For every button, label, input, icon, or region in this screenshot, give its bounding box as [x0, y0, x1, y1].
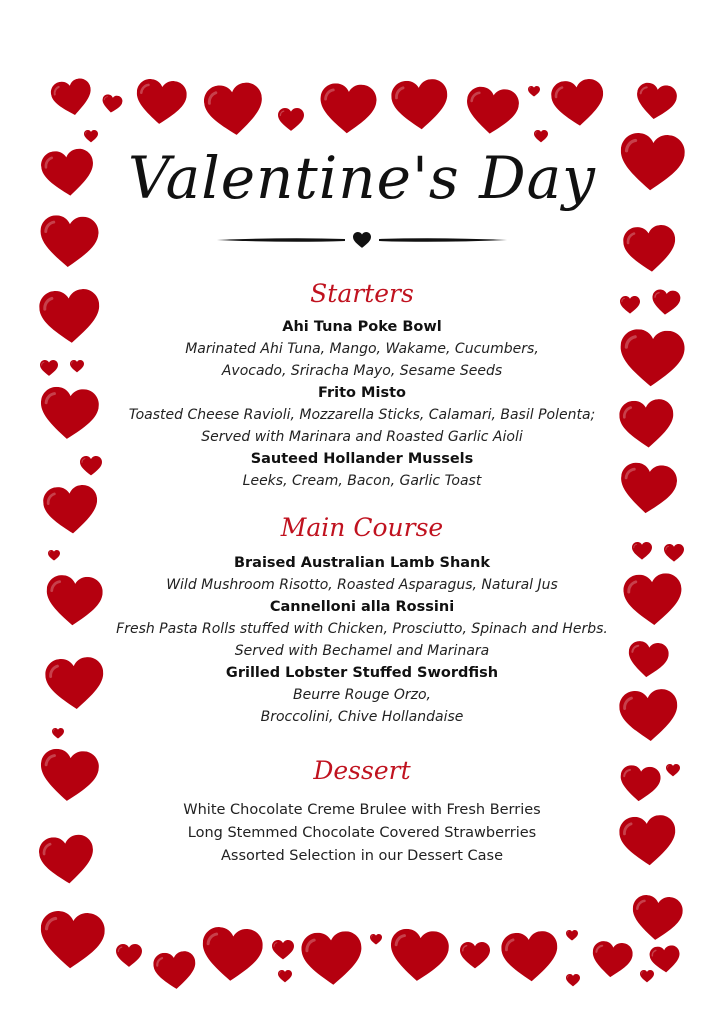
heart-icon: [278, 970, 292, 983]
heart-icon: [200, 926, 264, 984]
dessert-item: White Chocolate Creme Brulee with Fresh Berries: [183, 802, 541, 818]
heart-icon: [622, 224, 678, 275]
page-title: Valentine's Day: [128, 144, 596, 212]
main-item-desc: Wild Mushroom Risotto, Roasted Asparagus, Natural Jus: [166, 577, 558, 593]
main-item-name: Cannelloni alla Rossini: [269, 599, 455, 615]
starter-item-desc: Marinated Ahi Tuna, Mango, Wakame, Cucumbers,: [185, 341, 539, 357]
heart-icon: [301, 930, 364, 987]
dessert-item: Long Stemmed Chocolate Covered Strawberries: [187, 825, 537, 841]
main-item-name: Grilled Lobster Stuffed Swordfish: [225, 665, 499, 681]
main-item-desc: Served with Bechamel and Marinara: [234, 643, 490, 659]
heart-icon: [38, 910, 106, 972]
heart-icon: [634, 81, 679, 122]
starter-item-desc: Toasted Cheese Ravioli, Mozzarella Sticks, Calamari, Basil Polenta;: [128, 407, 596, 423]
dessert-item: Assorted Selection in our Dessert Case: [220, 848, 504, 864]
heart-icon: [52, 728, 64, 739]
heart-icon: [272, 940, 294, 960]
heart-icon: [49, 77, 95, 119]
heart-icon: [152, 950, 197, 991]
starter-item-desc: Leeks, Cream, Bacon, Garlic Toast: [242, 473, 482, 489]
heart-icon: [566, 974, 580, 987]
heart-icon: [630, 894, 684, 943]
starter-item-name: Frito Misto: [318, 385, 406, 401]
heart-icon: [101, 94, 123, 115]
main-item-name: Braised Australian Lamb Shank: [233, 555, 491, 571]
heart-icon: [390, 78, 449, 132]
main-item-desc: Beurre Rouge Orzo,: [293, 687, 431, 703]
main-item-desc: Fresh Pasta Rolls stuffed with Chicken, Prosciutto, Spinach and Herbs.: [116, 621, 608, 637]
starter-item-name: Sauteed Hollander Mussels: [250, 451, 474, 467]
starter-item-name: Ahi Tuna Poke Bowl: [282, 319, 442, 335]
main-course-heading: Main Course: [280, 513, 444, 542]
heart-icon: [649, 945, 681, 975]
main-item-desc: Broccolini, Chive Hollandaise: [260, 709, 464, 725]
heart-icon: [566, 930, 578, 941]
title-divider: [217, 230, 507, 250]
heart-icon: [388, 928, 450, 985]
heart-icon: [590, 940, 634, 980]
heart-icon: [134, 78, 188, 127]
starter-item-desc: Avocado, Sriracha Mayo, Sesame Seeds: [221, 363, 503, 379]
dessert-heading: Dessert: [313, 756, 411, 785]
heart-icon: [370, 934, 382, 945]
heart-icon: [500, 930, 559, 984]
divider-heart-icon: [353, 232, 371, 248]
heart-icon: [116, 944, 142, 967]
heart-icon: [528, 86, 540, 97]
heart-icon: [460, 942, 490, 969]
starters-heading: Starters: [310, 279, 414, 308]
starter-item-desc: Served with Marinara and Roasted Garlic Aioli: [201, 429, 523, 445]
heart-icon: [550, 78, 606, 129]
